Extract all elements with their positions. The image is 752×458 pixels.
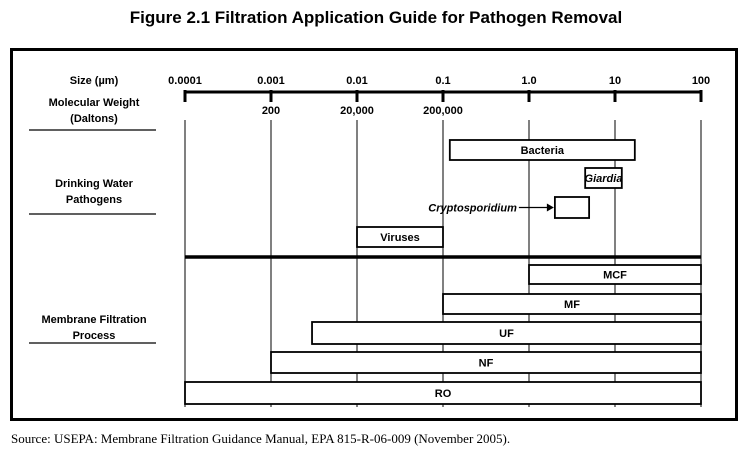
mw-tick-label: 20,000 [340,105,374,117]
size-tick-label: 10 [608,75,622,87]
figure-title: Figure 2.1 Filtration Application Guide for Pathogen Removal [129,8,623,27]
mf-label: MF [564,299,580,311]
viruses-label: Viruses [380,232,420,244]
group-label: Drinking Water [55,178,133,190]
mw-tick-label: 200,000 [423,105,463,117]
ro-label: RO [434,388,452,400]
mw-axis-label: Molecular Weight [48,97,140,109]
group-label: Process [72,330,116,342]
cryptosporidium-arrow-head [547,204,554,212]
mw-tick-label: 200 [261,105,281,117]
cryptosporidium-bar [555,197,589,218]
size-tick-label: 0.001 [257,75,285,87]
size-tick-label: 1.0 [521,75,537,87]
uf-label: UF [499,328,514,340]
mw-axis-label: (Daltons) [70,113,118,125]
size-axis-label: Size (µm) [69,75,119,87]
chart-frame [10,48,738,421]
group-label: Pathogens [65,194,123,206]
size-tick-label: 0.1 [435,75,451,87]
size-tick-label: 0.0001 [168,75,202,87]
bacteria-label: Bacteria [520,145,565,157]
cryptosporidium-label: Cryptosporidium [428,202,517,215]
size-tick-label: 100 [691,75,711,87]
giardia-label: Giardia [584,173,623,185]
mcf-label: MCF [603,269,627,282]
source-note: Source: USEPA: Membrane Filtration Guidance Manual, EPA 815-R-06-009 (November 2005). [11,431,511,446]
nf-label: NF [478,357,494,370]
size-tick-label: 0.01 [346,75,368,87]
group-label: Membrane Filtration [41,314,147,326]
filtration-chart [13,51,735,418]
